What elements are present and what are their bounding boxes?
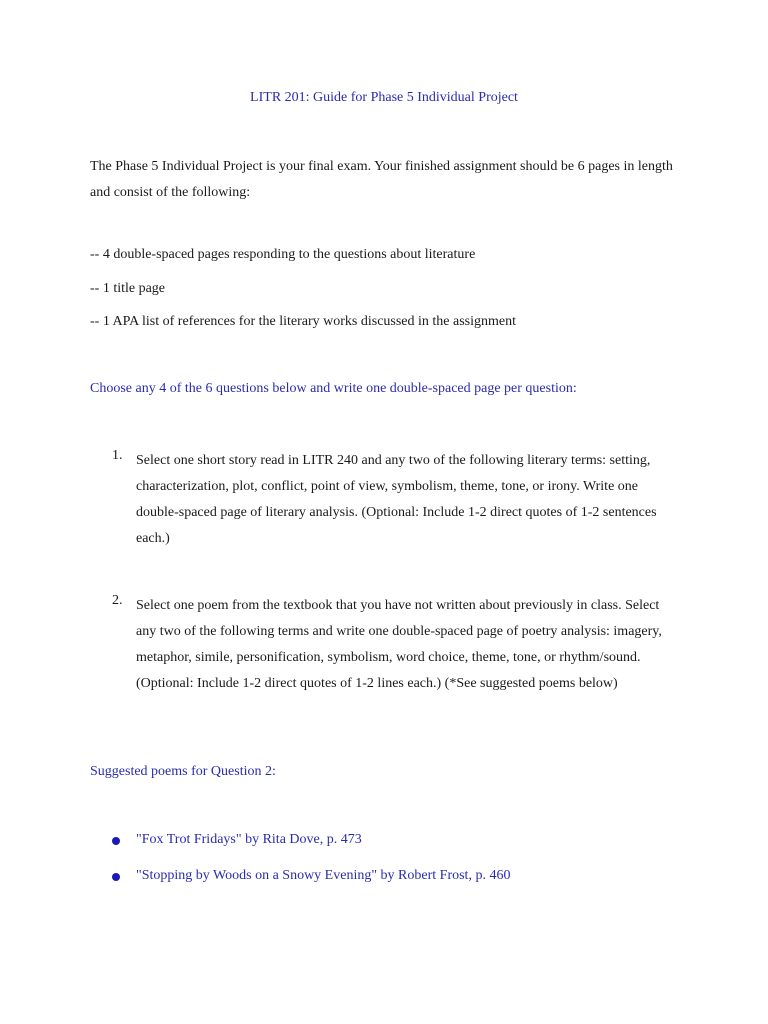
intro-paragraph: The Phase 5 Individual Project is your final exam. Your finished assignment should be 6 pages in length and consist of the following: — [90, 159, 673, 200]
suggested-poems-heading: Suggested poems for Question 2: — [90, 764, 276, 779]
document-title: LITR 201: Guide for Phase 5 Individual Project — [250, 90, 518, 105]
bullet-icon — [112, 873, 120, 881]
suggested-poem-text: "Stopping by Woods on a Snowy Evening" by Robert Frost, p. 460 — [136, 868, 511, 883]
question-text: Select one short story read in LITR 240 and any two of the following literary terms: setting, characterization, plot, conflict, point of view, symbolism, theme, tone, or irony. Write one double-spaced page of literary analysis. (Optional: Include 1-2 direct quotes of 1-2 sentences each.) — [136, 453, 657, 546]
bullet-icon — [112, 837, 120, 845]
requirement-item-references: -- 1 APA list of references for the literary works discussed in the assignment — [90, 314, 517, 329]
question-text: Select one poem from the textbook that you have not written about previously in class. Select any two of the following terms and write one double-spaced page of poetry analysis: imagery, metaphor, simile, personification, symbolism, word choice, theme, tone, or rhythm/sound. (Optional: Include 1-2 direct quotes of 1-2 lines each.) (*See suggested poems below) — [136, 598, 662, 691]
question-number: 1. — [112, 448, 123, 463]
requirement-item-title-page: -- 1 title page — [90, 281, 166, 296]
suggested-poem-text: "Fox Trot Fridays" by Rita Dove, p. 473 — [136, 832, 362, 847]
question-number: 2. — [112, 593, 123, 608]
requirement-item-pages: -- 4 double-spaced pages responding to the questions about literature — [90, 247, 476, 262]
choose-questions-heading: Choose any 4 of the 6 questions below and write one double-spaced page per question: — [90, 381, 577, 396]
